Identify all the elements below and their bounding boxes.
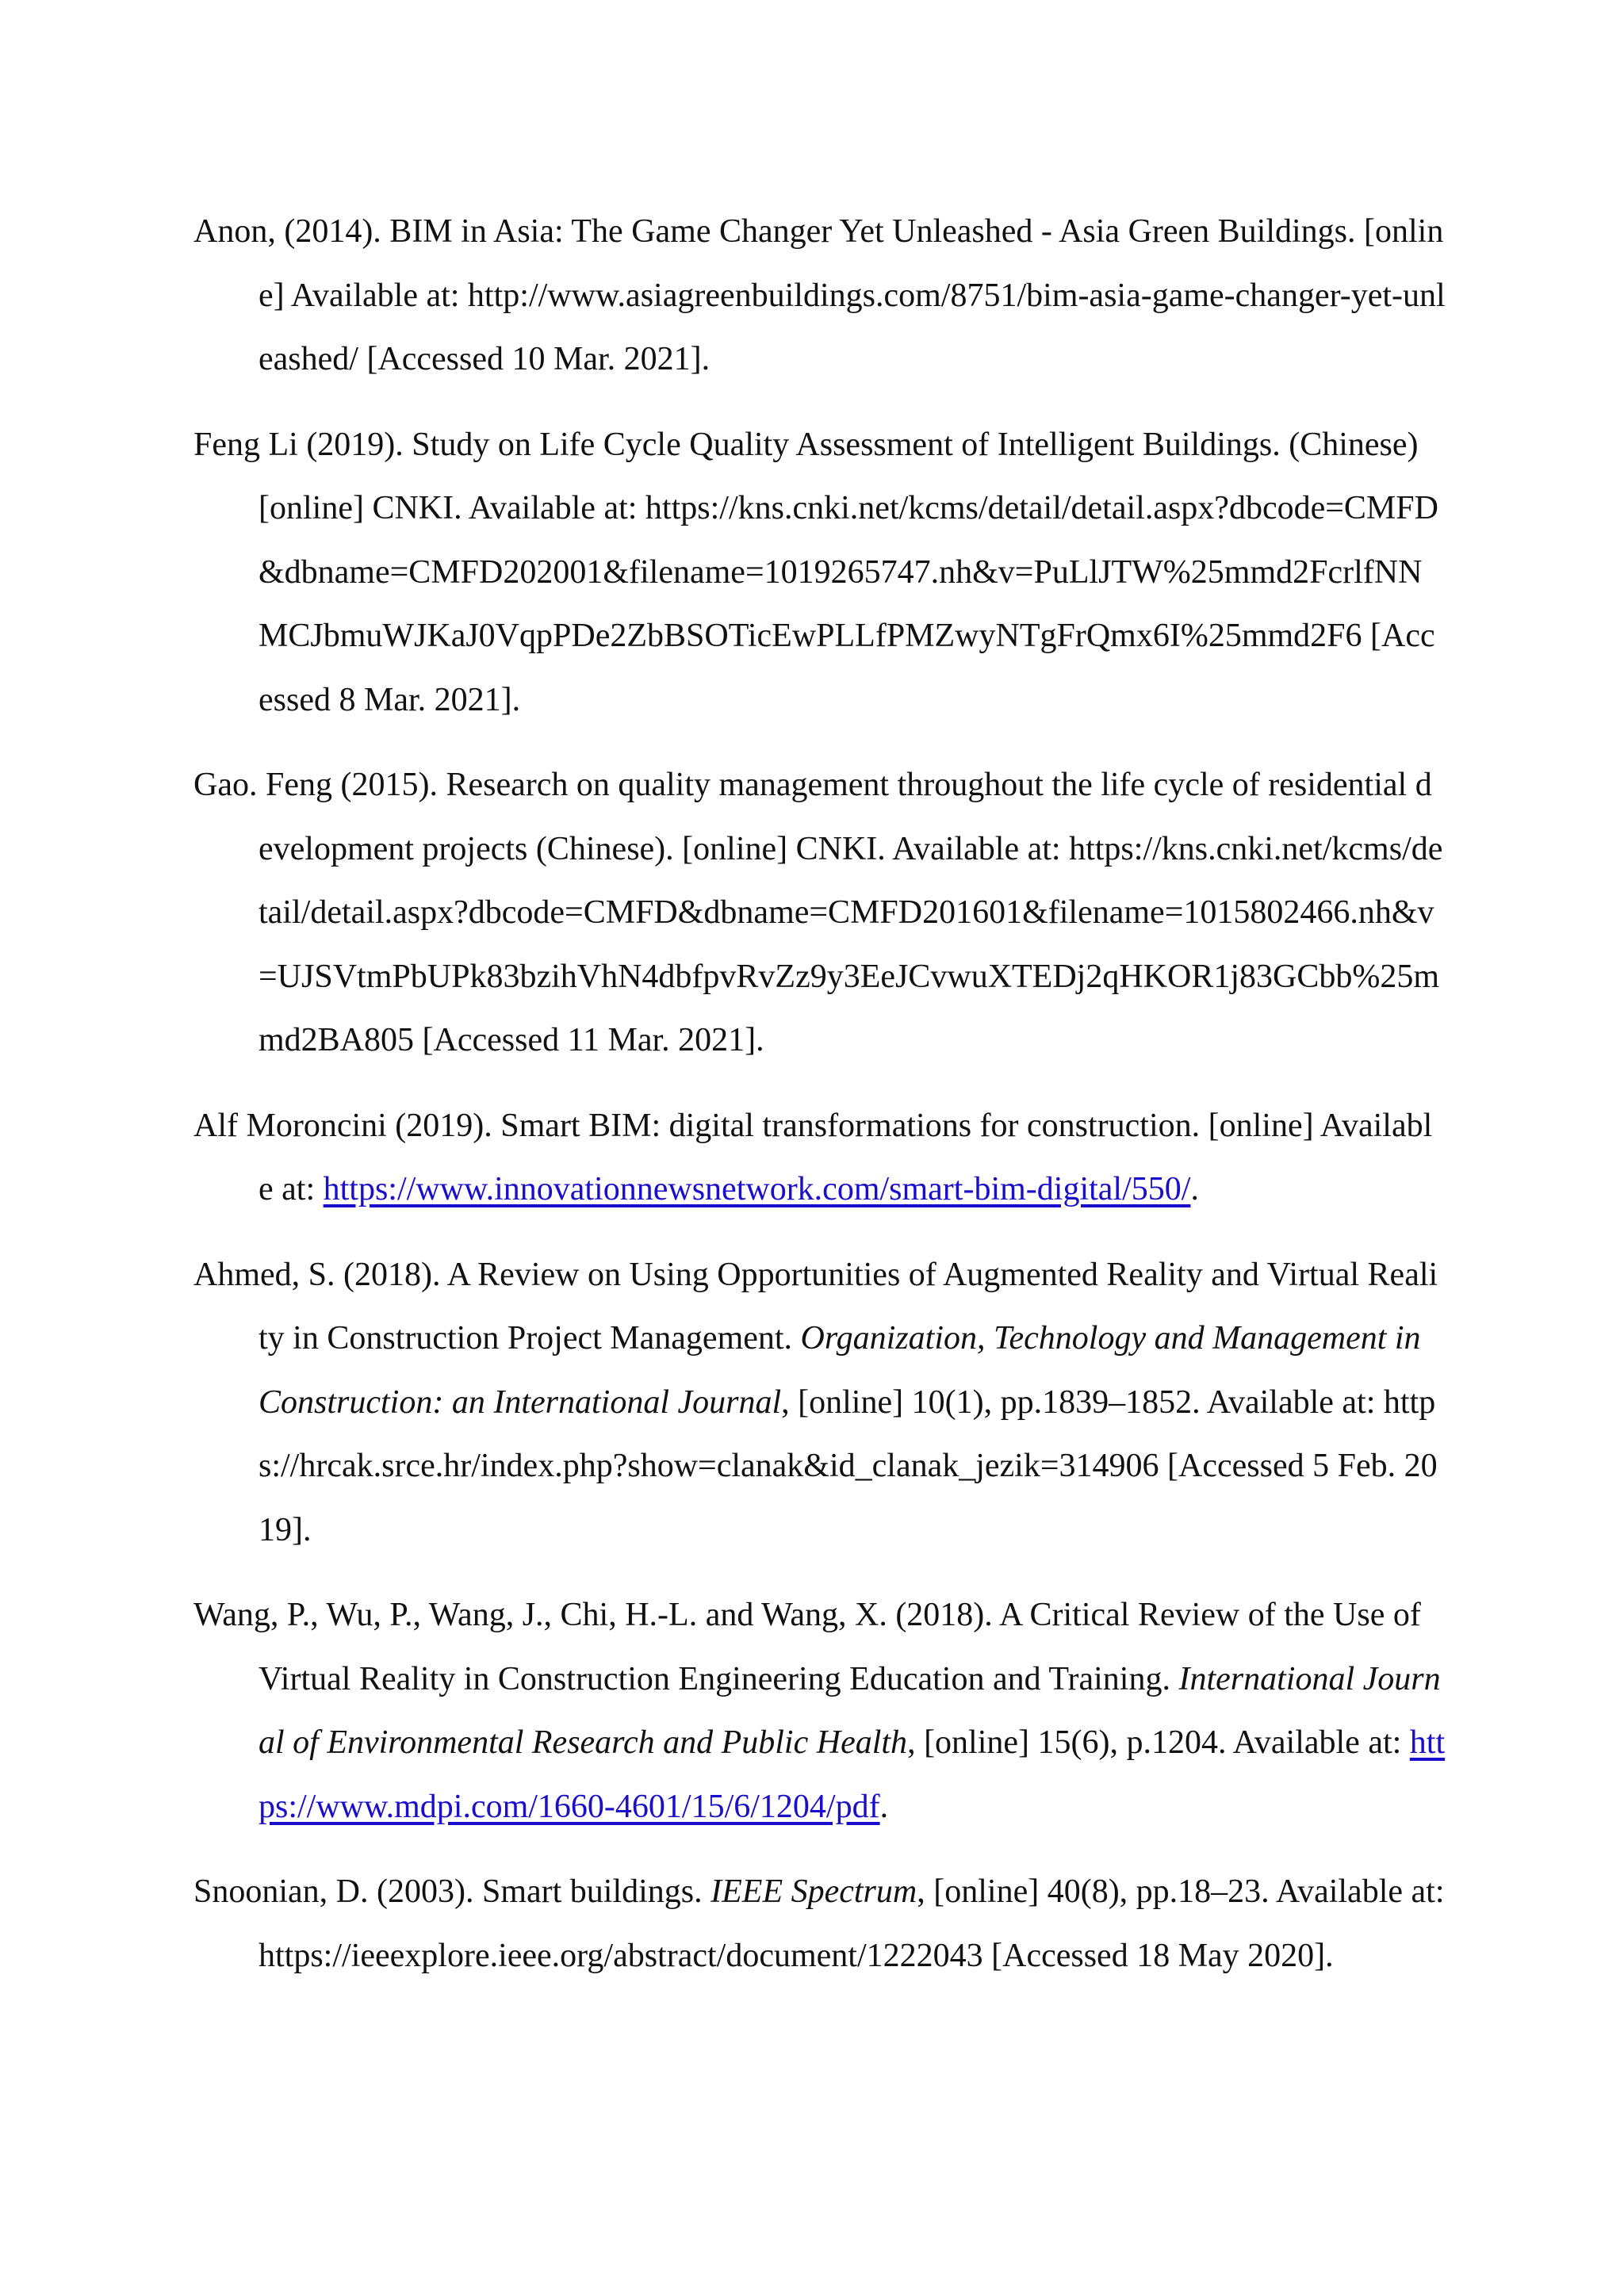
reference-text: Wang, P., Wu, P., Wang, J., Chi, H.-L. and Wang, X. (2018). A Critical Review of the Use of Virtual Reality in Construction Engineering Education and Training. <box>193 1597 1421 1697</box>
reference-entry <box>193 1860 1446 1988</box>
reference-list <box>193 200 1446 2009</box>
reference-details: , [online] 10(1), pp.1839–1852. Available at: https://hrcak.srce.hr/index.php?show=clanak&id_clanak_jezik=314906 [Accessed 5 Feb. 2019]. <box>259 1383 1438 1548</box>
reference-entry <box>193 200 1446 392</box>
reference-entry <box>193 413 1446 733</box>
reference-tail: . <box>879 1788 889 1825</box>
reference-details: , [online] 15(6), p.1204. Available at: <box>907 1724 1410 1761</box>
reference-entry <box>193 753 1446 1073</box>
reference-tail: . <box>1190 1171 1199 1207</box>
reference-entry <box>193 1583 1446 1839</box>
reference-source: IEEE Spectrum <box>710 1873 917 1910</box>
reference-entry <box>193 1094 1446 1222</box>
reference-details: , [online] 40(8), pp.18–23. Available at: https://ieeexplore.ieee.org/abstract/document/1222043 [Accessed 18 May 2020]. <box>259 1873 1445 1974</box>
reference-source: Organization, Technology and Management in Construction: an International Journal <box>259 1320 1421 1421</box>
reference-text: Gao. Feng (2015). Research on quality management throughout the life cycle of residential development projects (Chinese). [online] CNKI. Available at: https://kns.cnki.net/kcms/detail/detail.aspx?dbcode=CMFD&dbname=CMFD201601&filename=1015802466.nh&v=UJSVtmPbUPk83bzihVhN4dbfpvRvZz9y3EeJCvwuXTEDj2qHKOR1j83GCbb%25mmd2BA805 [Accessed 11 Mar. 2021]. <box>193 767 1443 1058</box>
reference-entry <box>193 1243 1446 1563</box>
reference-source: International Journal of Environmental Research and Public Health <box>259 1660 1441 1761</box>
reference-text: Ahmed, S. (2018). A Review on Using Opportunities of Augmented Reality and Virtual Reality in Construction Project Management. <box>193 1256 1438 1357</box>
reference-text: Alf Moroncini (2019). Smart BIM: digital transformations for construction. [online] Available at: <box>193 1107 1433 1207</box>
reference-text: Snoonian, D. (2003). Smart buildings. <box>193 1873 711 1910</box>
reference-text: Feng Li (2019). Study on Life Cycle Quality Assessment of Intelligent Buildings. (Chinese) [online] CNKI. Available at: https://kns.cnki.net/kcms/detail/detail.aspx?dbcode=CMFD&dbname=CMFD202001&filename=1019265747.nh&v=PuLlJTW%25mmd2FcrlfNNMCJbmuWJKaJ0VqpPDe2ZbBSOTicEwPLLfPMZwyNTgFrQmx6I%25mmd2F6 [Accessed 8 Mar. 2021]. <box>193 426 1438 718</box>
reference-text: Anon, (2014). BIM in Asia: The Game Changer Yet Unleashed - Asia Green Buildings. [online] Available at: http://www.asiagreenbuildings.com/8751/bim-asia-game-changer-yet-unleashed/ [Accessed 10 Mar. 2021]. <box>193 213 1446 377</box>
reference-link[interactable]: https://www.innovationnewsnetwork.com/smart-bim-digital/550/ <box>323 1171 1191 1207</box>
reference-link[interactable]: https://www.mdpi.com/1660-4601/15/6/1204/pdf <box>259 1724 1446 1825</box>
